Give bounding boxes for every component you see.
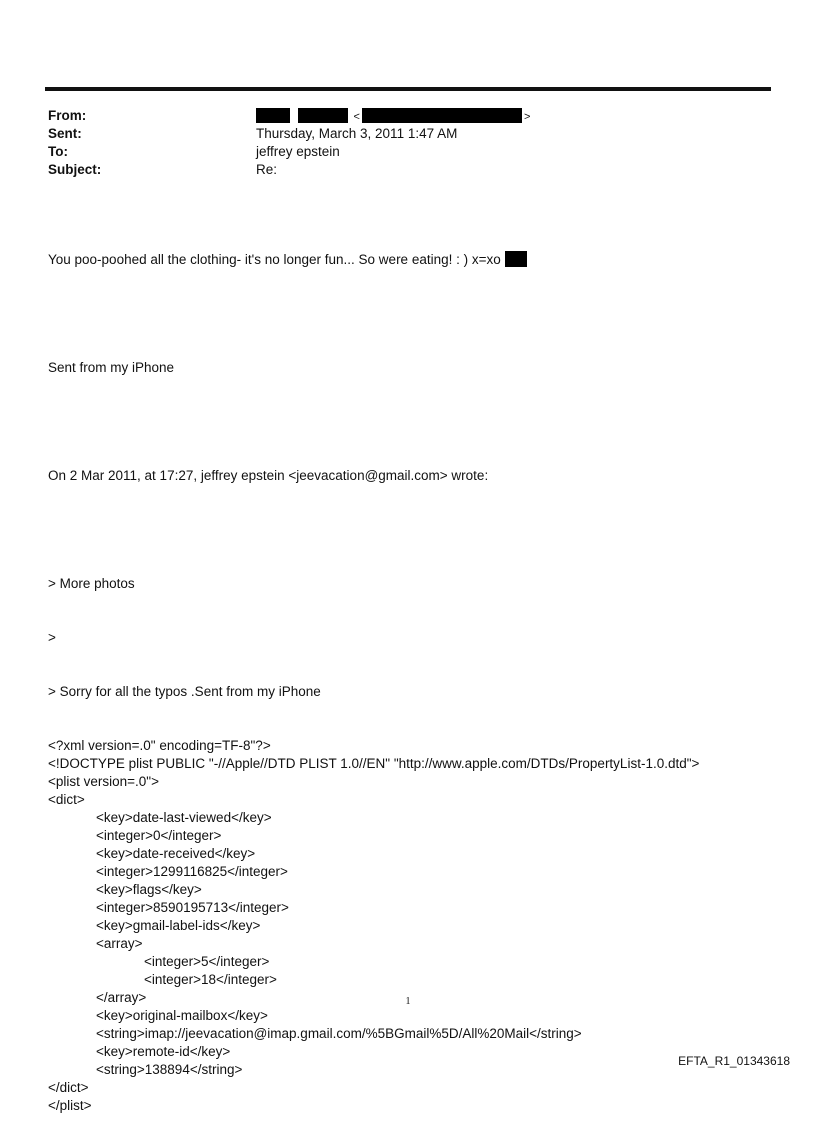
xml-line: <integer>8590195713</integer> bbox=[96, 900, 289, 915]
from-open-bracket: < bbox=[353, 111, 360, 123]
xml-line: <key>date-received</key> bbox=[96, 846, 256, 861]
xml-line: </plist> bbox=[48, 1098, 92, 1113]
xml-line: <?xml version=.0" encoding=TF-8"?> bbox=[48, 738, 271, 753]
subject-value: Re: bbox=[256, 162, 278, 177]
xml-line: <plist version=.0"> bbox=[48, 774, 159, 789]
xml-line: </array> bbox=[96, 990, 147, 1005]
xml-line: <!DOCTYPE plist PUBLIC "-//Apple//DTD PLIST 1.0//EN" "http://www.apple.com/DTDs/PropertyList-1.0.dtd"> bbox=[48, 756, 700, 771]
page-number: 1 bbox=[405, 996, 411, 1007]
xml-line: <key>original-mailbox</key> bbox=[96, 1008, 268, 1023]
from-value bbox=[256, 107, 532, 126]
quote-attribution: On 2 Mar 2011, at 17:27, jeffrey epstein <jeevacation@gmail.com> wrote: bbox=[48, 468, 489, 483]
xml-line: <array> bbox=[96, 936, 143, 951]
xml-line: <key>date-last-viewed</key> bbox=[96, 810, 272, 825]
xml-line: <key>remote-id</key> bbox=[96, 1044, 231, 1059]
quoted-line: > Sorry for all the typos .Sent from my iPhone bbox=[48, 684, 321, 699]
xml-line: <key>flags</key> bbox=[96, 882, 202, 897]
xml-line: <key>gmail-label-ids</key> bbox=[96, 918, 261, 933]
xml-line: <integer>0</integer> bbox=[96, 828, 222, 843]
xml-line: <string>imap://jeevacation@imap.gmail.com/%5BGmail%5D/All%20Mail</string> bbox=[96, 1026, 582, 1041]
header-rule bbox=[45, 87, 771, 91]
to-label: To: bbox=[48, 144, 68, 159]
xml-line: <integer>18</integer> bbox=[144, 972, 277, 987]
message-line bbox=[48, 251, 699, 269]
xml-line: <string>138894</string> bbox=[96, 1062, 243, 1077]
xml-line: <integer>5</integer> bbox=[144, 954, 270, 969]
signature-line: Sent from my iPhone bbox=[48, 360, 175, 375]
quoted-line: > More photos bbox=[48, 576, 135, 591]
to-value: jeffrey epstein bbox=[256, 144, 340, 159]
from-close-bracket: > bbox=[523, 111, 531, 123]
message-text: You poo-poohed all the clothing- it's no longer fun... So were eating! : ) x=xo bbox=[48, 252, 501, 267]
xml-line: <dict> bbox=[48, 792, 85, 807]
from-label: From: bbox=[48, 108, 87, 123]
xml-line: </dict> bbox=[48, 1080, 89, 1095]
redaction-block bbox=[505, 251, 527, 267]
redaction-block bbox=[298, 108, 348, 123]
quoted-line: > bbox=[48, 630, 56, 645]
xml-line: <integer>1299116825</integer> bbox=[96, 864, 288, 879]
document-id: EFTA_R1_01343618 bbox=[678, 1054, 790, 1068]
sent-label: Sent: bbox=[48, 126, 82, 141]
redaction-block bbox=[256, 108, 290, 123]
redaction-block bbox=[362, 108, 522, 123]
subject-label: Subject: bbox=[48, 162, 102, 177]
xml-block bbox=[48, 737, 699, 1115]
sent-value: Thursday, March 3, 2011 1:47 AM bbox=[256, 126, 458, 141]
